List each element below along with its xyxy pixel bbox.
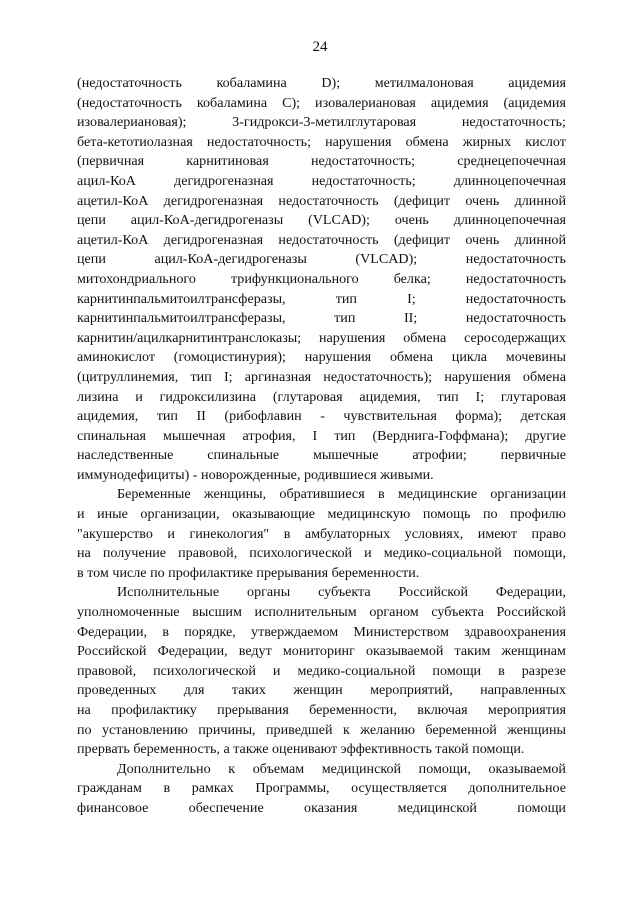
text-line: митохондриального трифункционального белка; недостаточность [77, 270, 566, 287]
text-line: (первичная карнитиновая недостаточность; среднецепочечная [77, 153, 566, 170]
text-line: аминокислот (гомоцистинурия); нарушения обмена цикла мочевины [77, 349, 566, 366]
paragraph [77, 760, 566, 819]
text-line: ацетил-КоА дегидрогеназная недостаточность (дефицит очень длинной [77, 192, 566, 209]
text-line: и иные организации, оказывающие медицинскую помощь по профилю [77, 506, 566, 523]
text-line: ацил-КоА дегидрогеназная недостаточность; длинноцепочечная [77, 172, 566, 189]
text-line: цепи ацил-КоА-дегидрогеназы (VLCAD); очень длинноцепочечная [77, 212, 566, 229]
paragraph [77, 583, 566, 759]
text-line: "акушерство и гинекология" в амбулаторных условиях, имеют право [77, 525, 566, 542]
text-line: Дополнительно к объемам медицинской помощи, оказываемой [117, 760, 566, 777]
text-line: наследственные спинальные мышечные атрофии; первичные [77, 447, 566, 464]
text-line: карнитин/ацилкарнитинтранслоказы; нарушения обмена серосодержащих [77, 329, 566, 346]
text-line: правовой, психологической и медико-социальной помощи в разрезе [77, 662, 566, 679]
text-line: на профилактику прерывания беременности, включая мероприятия [77, 702, 566, 718]
paragraph [77, 485, 566, 583]
paragraph [77, 74, 566, 485]
text-line: карнитинпальмитоилтрансферазы, тип I; недостаточность [77, 290, 566, 307]
text-line: на получение правовой, психологической и медико-социальной помощи, [77, 545, 566, 562]
text-line: (недостаточность кобаламина С); изовалериановая ацидемия (ацидемия [77, 94, 566, 111]
text-line: карнитинпальмитоилтрансферазы, тип II; недостаточность [77, 310, 566, 327]
text-line: (недостаточность кобаламина D); метилмалоновая ацидемия [77, 75, 566, 91]
text-line: (цитруллинемия, тип I; аргиназная недостаточность); нарушения обмена [77, 368, 566, 385]
text-line: по установлению причины, приведшей к желанию беременной женщины [77, 721, 566, 738]
text-line: Исполнительные органы субъекта Российской Федерации, [117, 584, 566, 601]
text-line: финансовое обеспечение оказания медицинской помощи [77, 799, 566, 816]
text-line: проведенных для таких женщин мероприятий, направленных [77, 682, 566, 699]
text-line: лизина и гидроксилизина (глутаровая ацидемия, тип I; глутаровая [77, 388, 566, 405]
text-line: Беременные женщины, обратившиеся в медицинские организации [117, 486, 566, 503]
document-body [77, 74, 566, 819]
text-line: ацетил-КоА дегидрогеназная недостаточность (дефицит очень длинной [77, 231, 566, 248]
text-line: прервать беременность, а также оценивают эффективность такой помощи. [77, 741, 525, 758]
text-line: гражданам в рамках Программы, осуществляется дополнительное [77, 780, 566, 797]
text-line: Федерации, в порядке, утверждаемом Министерством здравоохранения [77, 623, 566, 640]
text-line: изовалериановая); 3-гидрокси-3-метилглутаровая недостаточность; [77, 114, 566, 131]
text-line: в том числе по профилактике прерывания беременности. [77, 564, 420, 581]
text-line: спинальная мышечная атрофия, I тип (Верднига-Гоффмана); другие [77, 427, 566, 444]
page-number: 24 [312, 39, 328, 55]
text-line: ацидемия, тип II (рибофлавин - чувствительная форма); детская [77, 408, 566, 425]
text-line: иммунодефициты) - новорожденные, родившиеся живыми. [77, 466, 434, 483]
text-line: бета-кетотиолазная недостаточность; нарушения обмена жирных кислот [77, 133, 566, 150]
text-line: цепи ацил-КоА-дегидрогеназы (VLCAD); недостаточность [77, 251, 566, 268]
text-line: уполномоченные высшим исполнительным органом субъекта Российской [77, 604, 566, 621]
text-line: Российской Федерации, ведут мониторинг оказываемой таким женщинам [77, 643, 566, 660]
